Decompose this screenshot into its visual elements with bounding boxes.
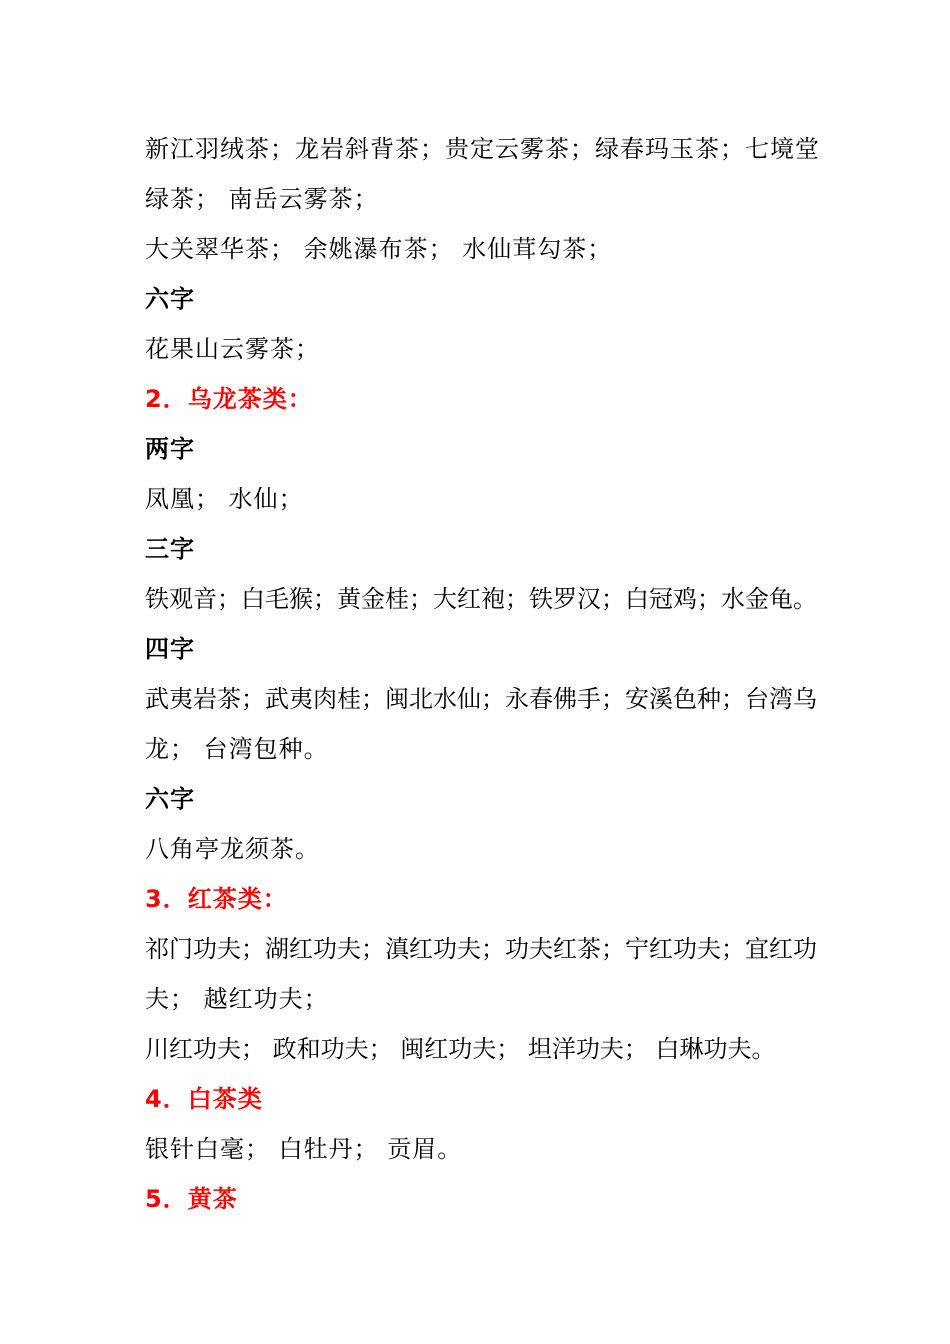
white-tea-items: 银针白毫； 白牡丹； 贡眉。 xyxy=(145,1135,463,1163)
green-tea-list-line-3: 大关翠华茶； 余姚瀑布茶； 水仙茸勾茶； xyxy=(145,235,613,263)
oolong-two-char-items: 凤凰； 水仙； xyxy=(145,485,304,513)
oolong-six-char-items: 八角亭龙须茶。 xyxy=(145,835,320,863)
green-tea-list-line-1: 新江羽绒茶；龙岩斜背茶；贵定云雾茶；绿春玛玉茶；七境堂 xyxy=(145,135,820,163)
oolong-four-char-items-line-2: 龙； 台湾包种。 xyxy=(145,735,329,763)
white-tea-section-title: 4．白茶类 xyxy=(145,1085,263,1113)
green-tea-list-line-2: 绿茶； 南岳云雾茶； xyxy=(145,185,379,213)
black-tea-items-line-2: 夫； 越红功夫； xyxy=(145,985,329,1013)
oolong-three-char-items: 铁观音；白毛猴；黄金桂；大红袍；铁罗汉；白冠鸡；水金龟。 xyxy=(145,585,817,613)
oolong-section-title: 2．乌龙茶类： xyxy=(145,385,313,413)
black-tea-items-line-3: 川红功夫； 政和功夫； 闽红功夫； 坦洋功夫； 白琳功夫。 xyxy=(145,1035,776,1063)
yellow-tea-section-title: 5．黄茶 xyxy=(145,1185,238,1213)
black-tea-items-line-1: 祁门功夫；湖红功夫；滇红功夫；功夫红茶；宁红功夫；宜红功 xyxy=(145,935,817,963)
oolong-four-char-items-line-1: 武夷岩茶；武夷肉桂；闽北水仙；永春佛手；安溪色种；台湾乌 xyxy=(145,685,817,713)
black-tea-section-title: 3．红茶类： xyxy=(145,885,288,913)
oolong-four-char-heading: 四字 xyxy=(145,635,195,663)
oolong-two-char-heading: 两字 xyxy=(145,435,195,463)
oolong-three-char-heading: 三字 xyxy=(145,535,195,563)
green-six-char-heading: 六字 xyxy=(145,285,195,313)
green-six-char-items: 花果山云雾茶； xyxy=(145,335,320,363)
oolong-six-char-heading: 六字 xyxy=(145,785,195,813)
